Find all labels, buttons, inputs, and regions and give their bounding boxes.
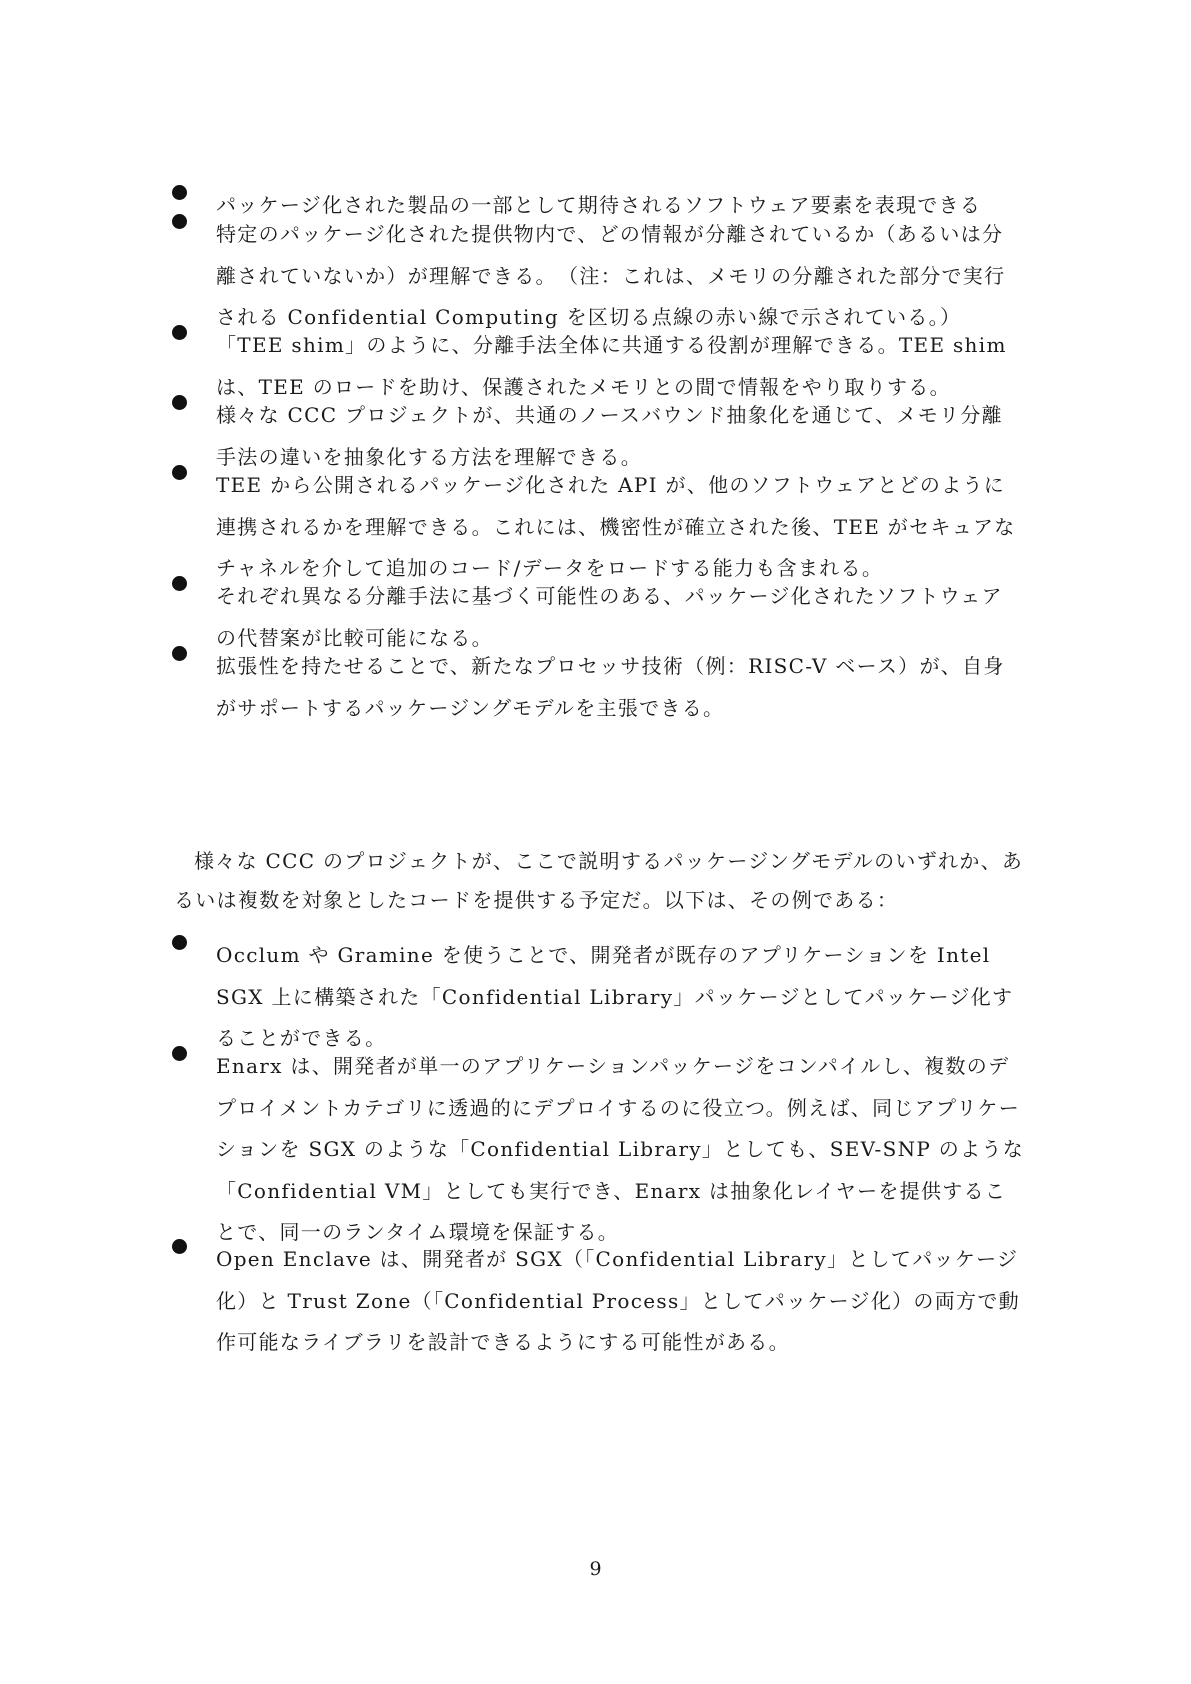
list-item	[0, 1046, 1191, 1252]
bullet-icon	[172, 465, 187, 480]
list-item	[0, 1239, 1191, 1363]
list-item-text: TEE から公開されるパッケージ化された API が、他のソフトウェアとどのように連携されるかを理解できる。これには、機密性が確立された後、TEE がセキュアなチャネルを介して追加のコード/データをロードする能力も含まれる。	[216, 473, 1016, 580]
bullet-icon	[172, 646, 187, 661]
list-item-text: Open Enclave は、開発者が SGX（「Confidential Library」としてパッケージ化）と Trust Zone（「Confidential Process」としてパッケージ化）の両方で動作可能なライブラリを設計できるようにする可能性がある。	[216, 1247, 1020, 1354]
bullet-icon	[172, 576, 187, 591]
bullet-icon	[172, 325, 187, 340]
list-item-text: それぞれ異なる分離手法に基づく可能性のある、パッケージ化されたソフトウェアの代替案が比較可能になる。	[216, 584, 1003, 650]
examples-bullet-list	[0, 943, 1191, 1363]
list-item	[0, 646, 1191, 729]
list-item	[0, 465, 1191, 589]
list-item-text: 「TEE shim」のように、分離手法全体に共通する役割が理解できる。TEE shim は、TEE のロードを助け、保護されたメモリとの間で情報をやり取りする。	[216, 333, 1007, 399]
bullet-icon	[172, 214, 187, 229]
capabilities-bullet-list	[0, 193, 1191, 729]
list-item-text: 様々な CCC プロジェクトが、共通のノースバウンド抽象化を通じて、メモリ分離手法の違いを抽象化する方法を理解できる。	[216, 403, 1003, 469]
bullet-icon	[172, 395, 187, 410]
list-item-text: Enarx は、開発者が単一のアプリケーションパッケージをコンパイルし、複数のデプロイメントカテゴリに透過的にデプロイするのに役立つ。例えば、同じアプリケーションを SGX のような「Confidential Library」としても、SEV-SNP のような「Confidential VM」としても実行でき、Enarx は抽象化レイヤーを提供することで、同一のランタイム環境を保証する。	[216, 1054, 1024, 1244]
list-item-text: 拡張性を持たせることで、新たなプロセッサ技術（例：RISC-V ベース）が、自身がサポートするパッケージングモデルを主張できる。	[216, 654, 1005, 720]
bullet-icon	[172, 185, 187, 200]
page-number: 9	[589, 1558, 602, 1580]
bullet-icon	[172, 1239, 187, 1254]
list-item-text: パッケージ化された製品の一部として期待されるソフトウェア要素を表現できる	[216, 193, 982, 217]
bullet-icon	[172, 935, 187, 950]
list-item-text: Occlum や Gramine を使うことで、開発者が既存のアプリケーションを Intel SGX 上に構築された「Confidential Library」パッケージとしてパッケージ化することができる。	[216, 943, 1014, 1050]
list-item-text: 特定のパッケージ化された提供物内で、どの情報が分離されているか（あるいは分離されていないか）が理解できる。 （注：これは、メモリの分離された部分で実行される Confidential Computing を区切る点線の赤い線で示されている。）	[216, 222, 1006, 329]
list-item	[0, 214, 1191, 338]
list-item	[0, 935, 1191, 1059]
bullet-icon	[172, 1046, 187, 1061]
body-paragraph: 様々な CCC のプロジェクトが、ここで説明するパッケージングモデルのいずれか、あるいは複数を対象としたコードを提供する予定だ。以下は、その例である：	[174, 849, 1024, 912]
